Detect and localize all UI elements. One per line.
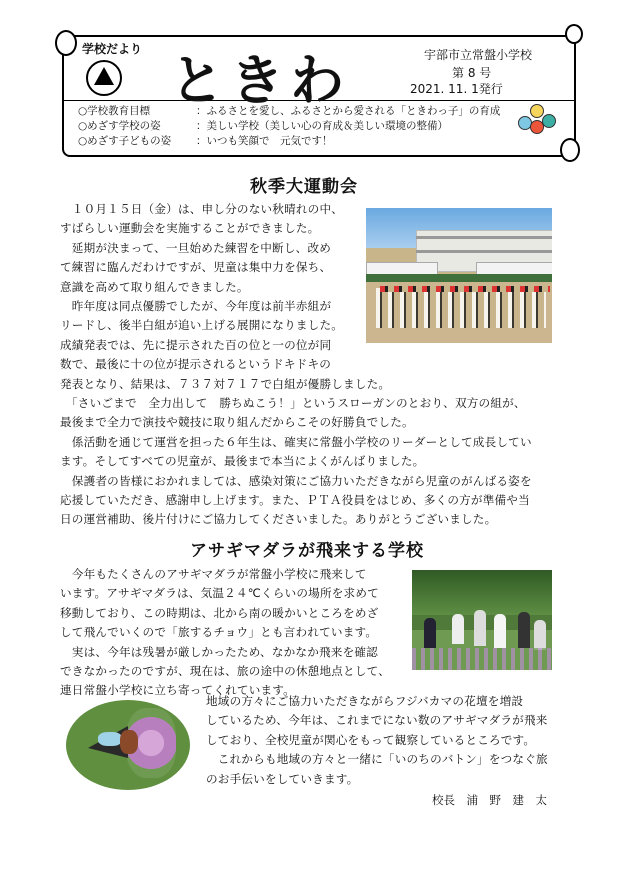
- article-body-butterfly-continued: 地域の方々にご協力いただきながらフジバカマの花壇を増設 しているため、今年は、これまでにない数のアサギマダラが飛来 しており、全校児童が関心をもって観察しているところです。 これからも地域の方々と一緒に「いのちのバトン」をつなぐ旅 のお手伝いをしていきます。: [206, 694, 548, 786]
- school-emblem-icon: [86, 60, 122, 96]
- article-body-sports-day-continued: 「さいごまで 全力出して 勝ちぬこう！」というスローガンのとおり、双方の組が、 最後まで全力で演技や競技に取り組んだからこその好勝負でした。 係活動を通じて運営を担った６年生は、確実に常盤小学校のリーダーとして成長してい ます。そしてすべての児童が、最後まで本当によくがんばりました。 保護者の皆様におかれましては、感染対策にご協力いただきながら児童のがんばる姿を 応援していただき、感謝申し上げます。また、ＰＴＡ役員をはじめ、多くの方が準備や当 日の運営補助、後片付けにご協力してくださいました。ありがとうございました。: [60, 396, 532, 527]
- issue-number: 第 8 号: [452, 66, 492, 80]
- article-title-sports-day: 秋季大運動会: [250, 177, 358, 197]
- goal-row: ○めざす学校の姿 ：美しい学校（美しい心の育成＆美しい環境の整備）: [78, 120, 448, 132]
- mascot-characters-icon: [516, 102, 556, 138]
- article-body-sports-day: １０月１５日（金）は、申し分のない秋晴れの中、 すばらしい運動会を実施することができました。 延期が決まって、一旦始めた練習を中断し、改め て練習に臨んだわけですが、児童は集中力を保ち、 意識を高めて取り組んできました。 昨年度は同点優勝でしたが、今年度は前半赤組が リードし、後半白組が追い上げる展開になりました。 成績発表では、先に提示された百の位と一の位が同 数で、最後に十の位が提示されるというドキドキの 発表となり、結果は、７３７対７１７で白組が優勝しました。: [60, 202, 391, 391]
- newsletter-title: ときわ: [170, 49, 350, 112]
- sports-day-photo: [366, 208, 552, 343]
- goal-row: ○学校教育目標 ：ふるさとを愛し、ふるさとから愛される「ときわっ子」の育成: [78, 105, 501, 117]
- article-body-butterfly: 今年もたくさんのアサギマダラが常盤小学校に飛来して います。アサギマダラは、気温２４℃くらいの場所を求めて 移動しており、この時期は、北から南の暖かいところをめざ して飛んでいくので「旅するチョウ」とも言われています。 実は、今年は残暑が厳しかったため、なかなか飛来を確認 できなかったのですが、現在は、旅の途中の休憩地点として、 連日常盤小学校に立ち寄ってくれています。: [60, 567, 390, 698]
- butterfly-photo: [66, 700, 190, 790]
- issue-date: 2021. 11. 1発行: [410, 82, 503, 96]
- goal-row: ○めざす子どもの姿 ：いつも笑顔で 元気です！: [78, 135, 333, 147]
- scroll-curl-decoration: [55, 30, 77, 56]
- school-name: 宇部市立常盤小学校: [424, 48, 533, 62]
- scroll-curl-decoration: [560, 138, 580, 162]
- school-goals: [78, 104, 500, 149]
- students-observing-photo: [412, 570, 552, 670]
- principal-signature: 校長 浦 野 建 太: [432, 793, 547, 807]
- scroll-curl-decoration: [565, 24, 583, 44]
- newsletter-series-label: 学校だより: [82, 42, 143, 56]
- article-title-butterfly: アサギマダラが飛来する学校: [190, 541, 424, 561]
